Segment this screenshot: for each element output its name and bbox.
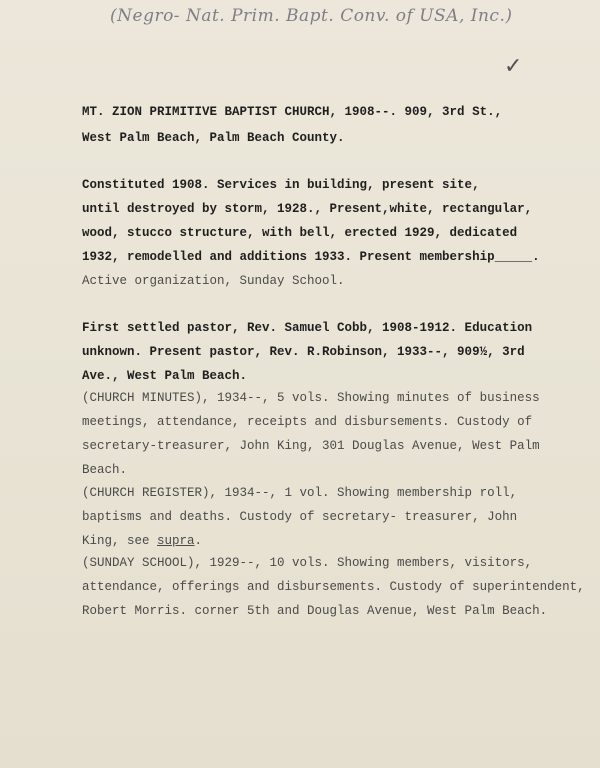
checkmark-icon: ✓	[504, 54, 523, 79]
pastor-line-1: First settled pastor, Rev. Samuel Cobb, 1908-1912. Education	[82, 321, 533, 335]
history-line-2: until destroyed by storm, 1928., Present,white, rectangular,	[82, 202, 533, 216]
heading-line-2: West Palm Beach, Palm Beach County.	[82, 131, 345, 145]
records-line-7-prefix: King, see	[82, 534, 158, 548]
pastor-line-2: unknown. Present pastor, Rev. R.Robinson, 1933--, 909½, 3rd	[82, 345, 525, 359]
records-line-3: secretary-treasurer, John King, 301 Douglas Avenue, West Palm	[82, 439, 540, 453]
records-line-9: attendance, offerings and disbursements. Custody of superintendent,	[82, 580, 585, 594]
records-line-4: Beach.	[82, 463, 128, 477]
records-line-6: baptisms and deaths. Custody of secretary- treasurer, John	[82, 510, 518, 524]
history-line-3: wood, stucco structure, with bell, erected 1929, dedicated	[82, 226, 518, 240]
pastor-line-3: Ave., West Palm Beach.	[82, 369, 248, 383]
records-line-7	[82, 534, 202, 548]
records-line-5: (CHURCH REGISTER), 1934--, 1 vol. Showing membership roll,	[82, 486, 518, 500]
heading-line-1: MT. ZION PRIMITIVE BAPTIST CHURCH, 1908--. 909, 3rd St.,	[82, 105, 503, 119]
records-line-1: (CHURCH MINUTES), 1934--, 5 vols. Showing minutes of business	[82, 391, 540, 405]
records-line-2: meetings, attendance, receipts and disbursements. Custody of	[82, 415, 533, 429]
history-line-4: 1932, remodelled and additions 1933. Present membership_____.	[82, 250, 540, 264]
records-line-8: (SUNDAY SCHOOL), 1929--, 10 vols. Showing members, visitors,	[82, 556, 533, 570]
supra-reference: supra	[157, 534, 195, 548]
records-line-10: Robert Morris. corner 5th and Douglas Avenue, West Palm Beach.	[82, 604, 548, 618]
history-line-5: Active organization, Sunday School.	[82, 274, 345, 288]
records-line-7-suffix: .	[194, 534, 203, 548]
handwritten-annotation: (Negro- Nat. Prim. Bapt. Conv. of USA, Inc.)	[110, 6, 513, 26]
history-line-1: Constituted 1908. Services in building, present site,	[82, 178, 480, 192]
